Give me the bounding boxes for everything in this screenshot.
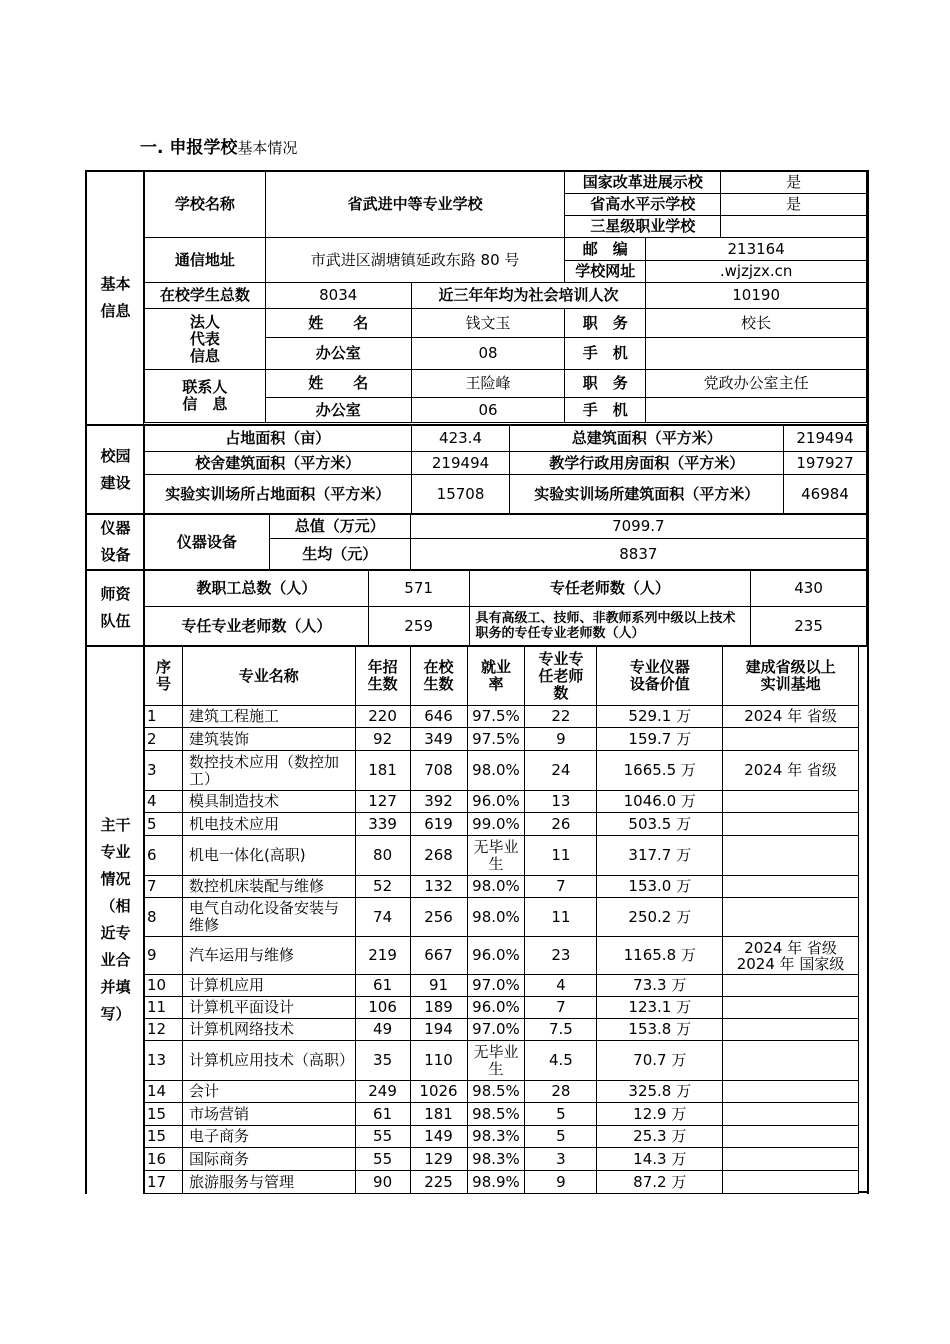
- majors-table: [144, 646, 859, 1194]
- legal-position-label: 职 务: [565, 309, 646, 338]
- table-cell: [723, 975, 859, 997]
- table-cell: 92: [355, 728, 410, 751]
- table-cell: 电气自动化设备安装与维修: [182, 898, 355, 937]
- table-cell: 11: [525, 836, 597, 876]
- majors-header-row: [145, 647, 859, 706]
- table-cell: 529.1 万: [597, 706, 723, 728]
- table-cell: [723, 898, 859, 937]
- table-cell: 55: [355, 1126, 410, 1148]
- table-row: [145, 1103, 859, 1126]
- table-cell: 1665.5 万: [597, 751, 723, 791]
- table-cell: 220: [355, 706, 410, 728]
- zip: 213164: [646, 238, 867, 261]
- table-cell: 98.0%: [467, 876, 525, 898]
- staff-major-label: 专任专业老师数（人）: [145, 607, 369, 646]
- table-cell: [723, 1019, 859, 1041]
- table-cell: 数控技术应用（数控加工）: [182, 751, 355, 791]
- lab-build-value: 46984: [784, 475, 867, 514]
- table-cell: 机电一体化(高职): [182, 836, 355, 876]
- table-row: [145, 997, 859, 1019]
- header-cell: 专业专 任老师 数: [525, 647, 597, 706]
- table-cell: 7: [525, 876, 597, 898]
- table-cell: [723, 1103, 859, 1126]
- table-cell: 23: [525, 937, 597, 975]
- table-cell: 1: [145, 706, 183, 728]
- table-cell: 194: [410, 1019, 467, 1041]
- table-row: [145, 975, 859, 997]
- provincial-value: 是: [721, 194, 867, 216]
- table-cell: 9: [525, 728, 597, 751]
- table-cell: 14.3 万: [597, 1148, 723, 1171]
- table-cell: 98.0%: [467, 898, 525, 937]
- table-cell: 汽车运用与维修: [182, 937, 355, 975]
- table-cell: 96.0%: [467, 937, 525, 975]
- table-cell: 3: [525, 1148, 597, 1171]
- table-end-mark: [858, 1191, 868, 1193]
- table-row: [145, 813, 859, 836]
- address-label: 通信地址: [145, 238, 266, 283]
- table-cell: 旅游服务与管理: [182, 1171, 355, 1194]
- header-cell: 专业名称: [182, 647, 355, 706]
- total-build-value: 219494: [784, 426, 867, 452]
- table-cell: 55: [355, 1148, 410, 1171]
- land-label: 占地面积（亩）: [145, 426, 412, 452]
- table-cell: 708: [410, 751, 467, 791]
- contact-mobile: [646, 398, 867, 423]
- table-cell: 91: [410, 975, 467, 997]
- three-star-label: 三星级职业学校: [565, 216, 721, 238]
- table-row: [145, 1081, 859, 1103]
- table-cell: 5: [145, 813, 183, 836]
- table-cell: 无毕业生: [467, 1041, 525, 1081]
- address: 市武进区湖塘镇延政东路 80 号: [265, 238, 565, 283]
- table-cell: 129: [410, 1148, 467, 1171]
- header-cell: 在校 生数: [410, 647, 467, 706]
- table-cell: 159.7 万: [597, 728, 723, 751]
- table-cell: 256: [410, 898, 467, 937]
- table-cell: 97.0%: [467, 975, 525, 997]
- staff-full-value: 430: [751, 571, 867, 607]
- equip-per-label: 生均（元）: [269, 539, 410, 570]
- table-cell: 2024 年 省级 2024 年 国家级: [723, 937, 859, 975]
- table-cell: 73.3 万: [597, 975, 723, 997]
- table-cell: 52: [355, 876, 410, 898]
- table-cell: 349: [410, 728, 467, 751]
- school-name-label: 学校名称: [145, 172, 266, 238]
- table-cell: 26: [525, 813, 597, 836]
- legal-rep-label: 法人 代表 信息: [145, 309, 266, 370]
- table-cell: 49: [355, 1019, 410, 1041]
- table-cell: 计算机网络技术: [182, 1019, 355, 1041]
- table-cell: 7: [525, 997, 597, 1019]
- legal-position: 校长: [646, 309, 867, 338]
- three-star-value: [721, 216, 867, 238]
- table-cell: 219: [355, 937, 410, 975]
- table-cell: [723, 836, 859, 876]
- table-cell: [723, 997, 859, 1019]
- web-label: 学校网址: [565, 261, 646, 283]
- table-cell: 98.5%: [467, 1103, 525, 1126]
- equip-per-value: 8837: [410, 539, 866, 570]
- students-label: 在校学生总数: [145, 283, 266, 309]
- section-equip-label: 仪器 设备: [100, 519, 131, 564]
- table-cell: 3: [145, 751, 183, 791]
- table-cell: 97.0%: [467, 1019, 525, 1041]
- table-cell: 80: [355, 836, 410, 876]
- legal-office: 08: [411, 338, 565, 370]
- zip-label: 邮 编: [565, 238, 646, 261]
- table-row: [145, 706, 859, 728]
- table-cell: 87.2 万: [597, 1171, 723, 1194]
- table-cell: 106: [355, 997, 410, 1019]
- table-cell: 317.7 万: [597, 836, 723, 876]
- equip-total-value: 7099.7: [410, 515, 866, 539]
- table-cell: 98.3%: [467, 1148, 525, 1171]
- table-cell: 5: [525, 1103, 597, 1126]
- table-cell: 189: [410, 997, 467, 1019]
- table-cell: 98.9%: [467, 1171, 525, 1194]
- legal-mobile: [646, 338, 867, 370]
- table-cell: 268: [410, 836, 467, 876]
- heading-rest: 基本情况: [237, 139, 298, 157]
- reform-value: 是: [721, 172, 867, 194]
- table-cell: 2: [145, 728, 183, 751]
- table-cell: 9: [525, 1171, 597, 1194]
- table-cell: 149: [410, 1126, 467, 1148]
- table-cell: 17: [145, 1171, 183, 1194]
- legal-name-label: 姓 名: [265, 309, 411, 338]
- table-cell: 计算机应用技术（高职）: [182, 1041, 355, 1081]
- table-cell: 35: [355, 1041, 410, 1081]
- campus-table: [144, 425, 867, 514]
- table-cell: 建筑装饰: [182, 728, 355, 751]
- table-row: [145, 898, 859, 937]
- table-cell: 90: [355, 1171, 410, 1194]
- table-cell: 10: [145, 975, 183, 997]
- section-campus-label: 校园 建设: [100, 446, 131, 492]
- table-cell: 61: [355, 975, 410, 997]
- table-row: [145, 1019, 859, 1041]
- training: 10190: [646, 283, 867, 309]
- table-cell: 12: [145, 1019, 183, 1041]
- table-cell: 339: [355, 813, 410, 836]
- header-cell: 年招 生数: [355, 647, 410, 706]
- table-cell: [723, 791, 859, 813]
- legal-name: 钱文玉: [411, 309, 565, 338]
- table-cell: 13: [525, 791, 597, 813]
- table-cell: 28: [525, 1081, 597, 1103]
- table-cell: 1026: [410, 1081, 467, 1103]
- table-cell: 127: [355, 791, 410, 813]
- table-row: [145, 836, 859, 876]
- table-cell: 9: [145, 937, 183, 975]
- table-cell: 181: [355, 751, 410, 791]
- equip-total-label: 总值（万元）: [269, 515, 410, 539]
- table-cell: 99.0%: [467, 813, 525, 836]
- school-build-label: 校舍建筑面积（平方米）: [145, 452, 412, 475]
- table-cell: 7: [145, 876, 183, 898]
- equip-label: 仪器设备: [145, 515, 270, 570]
- lab-land-label: 实验实训场所占地面积（平方米）: [145, 475, 412, 514]
- table-cell: 11: [145, 997, 183, 1019]
- table-cell: [723, 1081, 859, 1103]
- table-cell: 1165.8 万: [597, 937, 723, 975]
- table-cell: 建筑工程施工: [182, 706, 355, 728]
- table-cell: 12.9 万: [597, 1103, 723, 1126]
- table-cell: 503.5 万: [597, 813, 723, 836]
- land-value: 423.4: [411, 426, 510, 452]
- table-cell: 123.1 万: [597, 997, 723, 1019]
- staff-senior-label: 具有高级工、技师、非教师系列中级以上技术职务的专任专业老师数（人）: [469, 607, 751, 646]
- table-cell: 无毕业生: [467, 836, 525, 876]
- staff-table: [144, 570, 867, 646]
- table-cell: 61: [355, 1103, 410, 1126]
- table-cell: 15: [145, 1126, 183, 1148]
- table-cell: 国际商务: [182, 1148, 355, 1171]
- provincial-label: 省高水平示学校: [565, 194, 721, 216]
- contact-position: 党政办公室主任: [646, 370, 867, 398]
- table-cell: 98.3%: [467, 1126, 525, 1148]
- table-cell: 14: [145, 1081, 183, 1103]
- contact-mobile-label: 手 机: [565, 398, 646, 423]
- table-row: [145, 1171, 859, 1194]
- school-name: 省武进中等专业学校: [265, 172, 565, 238]
- staff-major-value: 259: [368, 607, 469, 646]
- teach-admin-value: 197927: [784, 452, 867, 475]
- table-cell: 250.2 万: [597, 898, 723, 937]
- table-row: [145, 876, 859, 898]
- legal-mobile-label: 手 机: [565, 338, 646, 370]
- table-cell: 7.5: [525, 1019, 597, 1041]
- table-row: [145, 791, 859, 813]
- table-cell: 249: [355, 1081, 410, 1103]
- table-cell: 2024 年 省级: [723, 706, 859, 728]
- contact-office-label: 办公室: [265, 398, 411, 423]
- table-cell: 4: [525, 975, 597, 997]
- table-cell: 计算机平面设计: [182, 997, 355, 1019]
- legal-office-label: 办公室: [265, 338, 411, 370]
- teach-admin-label: 教学行政用房面积（平方米）: [510, 452, 784, 475]
- table-row: [145, 1041, 859, 1081]
- table-cell: 2024 年 省级: [723, 751, 859, 791]
- table-cell: 132: [410, 876, 467, 898]
- header-cell: 就业 率: [467, 647, 525, 706]
- table-cell: 74: [355, 898, 410, 937]
- table-cell: 8: [145, 898, 183, 937]
- contact-office: 06: [411, 398, 565, 423]
- table-cell: 机电技术应用: [182, 813, 355, 836]
- table-row: [145, 937, 859, 975]
- header-cell: 建成省级以上 实训基地: [723, 647, 859, 706]
- table-cell: 667: [410, 937, 467, 975]
- table-cell: 16: [145, 1148, 183, 1171]
- heading-bold: 一. 申报学校: [140, 138, 238, 158]
- staff-full-label: 专任老师数（人）: [469, 571, 751, 607]
- students: 8034: [265, 283, 411, 309]
- table-cell: 电子商务: [182, 1126, 355, 1148]
- table-cell: 市场营销: [182, 1103, 355, 1126]
- table-cell: 97.5%: [467, 728, 525, 751]
- table-cell: 153.0 万: [597, 876, 723, 898]
- table-cell: 11: [525, 898, 597, 937]
- table-cell: 4: [145, 791, 183, 813]
- total-build-label: 总建筑面积（平方米）: [510, 426, 784, 452]
- table-cell: 110: [410, 1041, 467, 1081]
- table-cell: 会计: [182, 1081, 355, 1103]
- table-cell: 1046.0 万: [597, 791, 723, 813]
- header-cell: 专业仪器 设备价值: [597, 647, 723, 706]
- section-basic-label: 基本 信息: [100, 275, 131, 320]
- table-cell: 225: [410, 1171, 467, 1194]
- table-row: [145, 1126, 859, 1148]
- table-cell: 25.3 万: [597, 1126, 723, 1148]
- page-heading: [140, 133, 297, 158]
- table-cell: 181: [410, 1103, 467, 1126]
- table-cell: 22: [525, 706, 597, 728]
- table-cell: [723, 1171, 859, 1194]
- school-build-value: 219494: [411, 452, 510, 475]
- table-cell: [723, 1041, 859, 1081]
- table-cell: 5: [525, 1126, 597, 1148]
- table-cell: 98.5%: [467, 1081, 525, 1103]
- table-cell: 计算机应用: [182, 975, 355, 997]
- basic-info-table: [144, 171, 867, 423]
- table-cell: [723, 1148, 859, 1171]
- contact-name: 王险峰: [411, 370, 565, 398]
- table-cell: 24: [525, 751, 597, 791]
- table-cell: 392: [410, 791, 467, 813]
- table-cell: 98.0%: [467, 751, 525, 791]
- staff-senior-value: 235: [751, 607, 867, 646]
- web: .wjzjzx.cn: [646, 261, 867, 283]
- table-cell: 4.5: [525, 1041, 597, 1081]
- table-cell: 96.0%: [467, 997, 525, 1019]
- table-cell: 619: [410, 813, 467, 836]
- contact-position-label: 职 务: [565, 370, 646, 398]
- header-cell: 序 号: [145, 647, 183, 706]
- training-label: 近三年年均为社会培训人次: [411, 283, 646, 309]
- table-cell: 97.5%: [467, 706, 525, 728]
- table-cell: 153.8 万: [597, 1019, 723, 1041]
- table-cell: 13: [145, 1041, 183, 1081]
- table-cell: 数控机床装配与维修: [182, 876, 355, 898]
- table-row: [145, 751, 859, 791]
- table-cell: 325.8 万: [597, 1081, 723, 1103]
- table-cell: 6: [145, 836, 183, 876]
- table-cell: 70.7 万: [597, 1041, 723, 1081]
- table-cell: [723, 1126, 859, 1148]
- table-cell: [723, 813, 859, 836]
- lab-build-label: 实验实训场所建筑面积（平方米）: [510, 475, 784, 514]
- staff-total-value: 571: [368, 571, 469, 607]
- lab-land-value: 15708: [411, 475, 510, 514]
- reform-label: 国家改革进展示校: [565, 172, 721, 194]
- section-majors-label: 主干 专业 情况 （相 近专 业合 并填 写）: [100, 815, 131, 1023]
- contact-label: 联系人 信 息: [145, 370, 266, 423]
- table-cell: 模具制造技术: [182, 791, 355, 813]
- table-cell: 646: [410, 706, 467, 728]
- equipment-table: [144, 514, 867, 570]
- table-row: [145, 728, 859, 751]
- table-cell: [723, 728, 859, 751]
- table-row: [145, 1148, 859, 1171]
- contact-name-label: 姓 名: [265, 370, 411, 398]
- table-cell: [723, 876, 859, 898]
- staff-total-label: 教职工总数（人）: [145, 571, 369, 607]
- table-cell: 96.0%: [467, 791, 525, 813]
- table-cell: 15: [145, 1103, 183, 1126]
- section-staff-label: 师资 队伍: [100, 585, 131, 630]
